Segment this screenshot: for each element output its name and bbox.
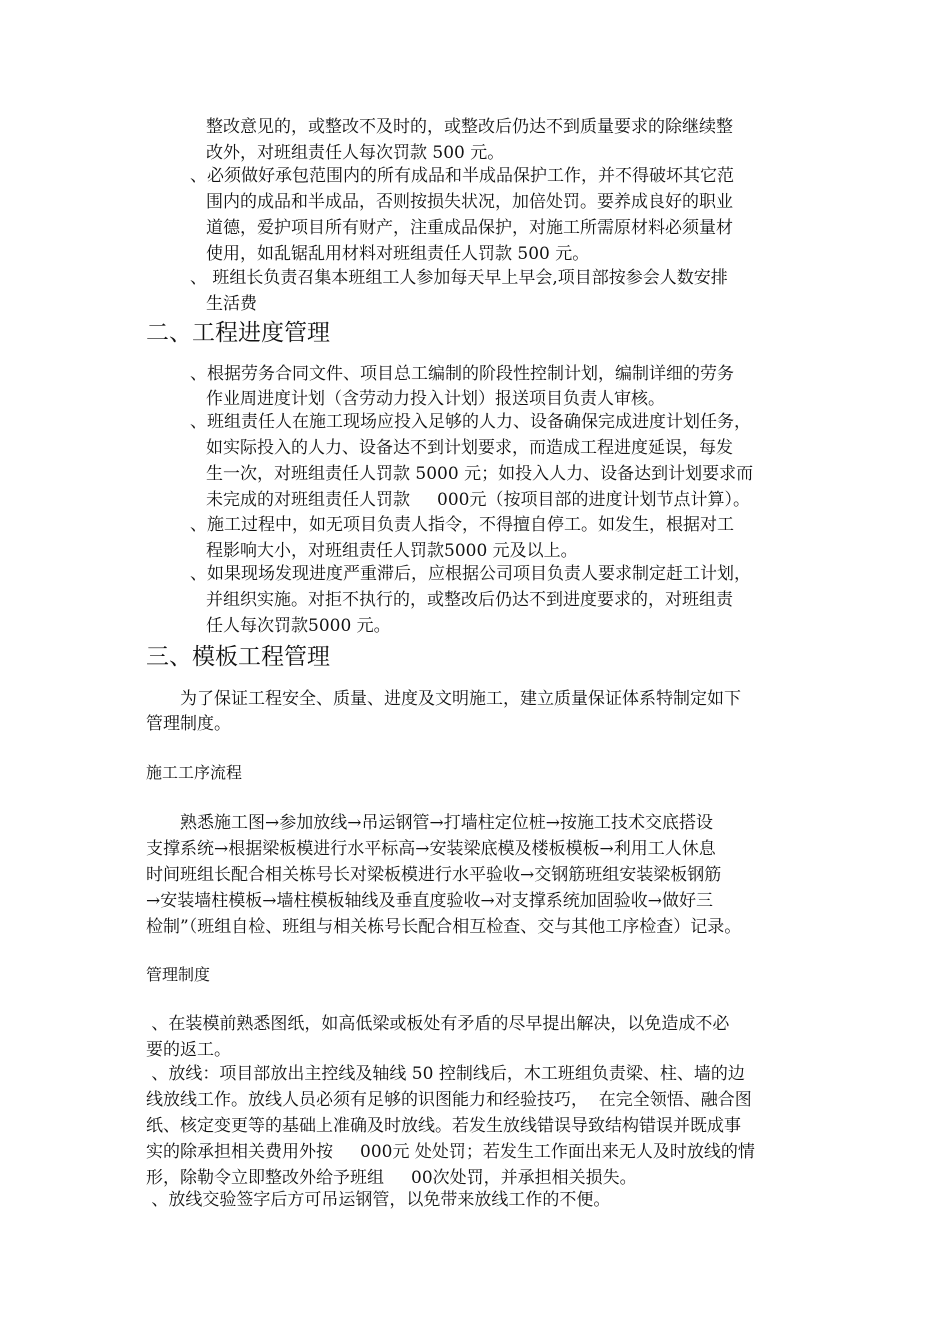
text-line: 生一次，对班组责任人罚款 5000 元；如投入人力、设备达到计划要求而 [206, 464, 754, 484]
text-line: 检制”（班组自检、班组与相关栋号长配合相互检查、交与其他工序检查）记录。 [146, 917, 742, 937]
text-line: 整改意见的，或整改不及时的，或整改后仍达不到质量要求的除继续整 [206, 117, 733, 137]
text-line: 作业周进度计划（含劳动力投入计划）报送项目负责人审核。 [206, 389, 665, 409]
text-line: 、放线交验签字后方可吊运钢管，以免带来放线工作的不便。 [146, 1190, 611, 1210]
subheading: 施工工序流程 [146, 763, 243, 782]
text-line: 、 班组长负责召集本班组工人参加每天早上早会,项目部按参会人数安排 [190, 268, 728, 288]
text-line: 、根据劳务合同文件、项目总工编制的阶段性控制计划，编制详细的劳务 [190, 364, 734, 384]
text-line: 、在装模前熟悉图纸，如高低梁或板处有矛盾的尽早提出解决，以免造成不必 [146, 1014, 730, 1034]
text-line: 、放线：项目部放出主控线及轴线 50 控制线后，木工班组负责梁、柱、墙的边 [146, 1064, 745, 1084]
subheading: 管理制度 [146, 965, 211, 984]
text-line: 如实际投入的人力、设备达不到计划要求，而造成工程进度延误，每发 [206, 438, 733, 458]
text-line: 、施工过程中，如无项目负责人指令，不得擅自停工。如发生，根据对工 [190, 515, 734, 535]
text-line: 、必须做好承包范围内的所有成品和半成品保护工作，并不得破坏其它范 [190, 166, 734, 186]
text-line: 道德，爱护项目所有财产，注重成品保护，对施工所需原材料必须量材 [206, 218, 733, 238]
text-line: 并组织实施。对拒不执行的，或整改后仍达不到进度要求的，对班组责 [206, 590, 733, 610]
text-line: 未完成的对班组责任人罚款 000元（按项目部的进度计划节点计算）。 [206, 490, 750, 510]
text-line: 时间班组长配合相关栋号长对梁板模进行水平验收→交钢筋班组安装梁板钢筋 [146, 865, 722, 885]
text-line: 任人每次罚款5000 元。 [206, 616, 391, 636]
text-line: 使用，如乱锯乱用材料对班组责任人罚款 500 元。 [206, 244, 590, 264]
text-line: 改外，对班组责任人每次罚款 500 元。 [206, 143, 505, 163]
text-line: 形，除勒令立即整改外给予班组 00次处罚，并承担相关损失。 [146, 1168, 637, 1188]
text-line: 实的除承担相关费用外按 000元 处处罚；若发生工作面出来无人及时放线的情 [146, 1142, 755, 1162]
section-heading: 三、模板工程管理 [146, 644, 330, 670]
text-line: 、如果现场发现进度严重滞后，应根据公司项目负责人要求制定赶工计划， [190, 564, 751, 584]
text-line: 为了保证工程安全、质量、进度及文明施工，建立质量保证体系特制定如下 [180, 689, 741, 709]
section-heading: 二、工程进度管理 [146, 320, 330, 346]
text-line: →安装墙柱模板→墙柱模板轴线及垂直度验收→对支撑系统加固验收→做好三 [146, 891, 713, 911]
text-line: 程影响大小，对班组责任人罚款5000 元及以上。 [206, 541, 578, 561]
text-line: 熟悉施工图→参加放线→吊运钢管→打墙柱定位桩→按施工技术交底搭设 [180, 813, 713, 833]
text-line: 线放线工作。放线人员必须有足够的识图能力和经验技巧， 在完全领悟、融合图 [146, 1090, 752, 1110]
text-line: 纸、核定变更等的基础上准确及时放线。若发生放线错误导致结构错误并既成事 [146, 1116, 741, 1136]
text-line: 生活费 [206, 294, 257, 314]
text-line: 要的返工。 [146, 1040, 231, 1060]
text-line: 管理制度。 [146, 714, 231, 734]
text-line: 支撑系统→根据梁板模进行水平标高→安装梁底模及楼板模板→利用工人休息 [146, 839, 716, 859]
text-line: 、班组责任人在施工现场应投入足够的人力、设备确保完成进度计划任务， [190, 412, 751, 432]
text-line: 围内的成品和半成品，否则按损失状况，加倍处罚。要养成良好的职业 [206, 192, 733, 212]
